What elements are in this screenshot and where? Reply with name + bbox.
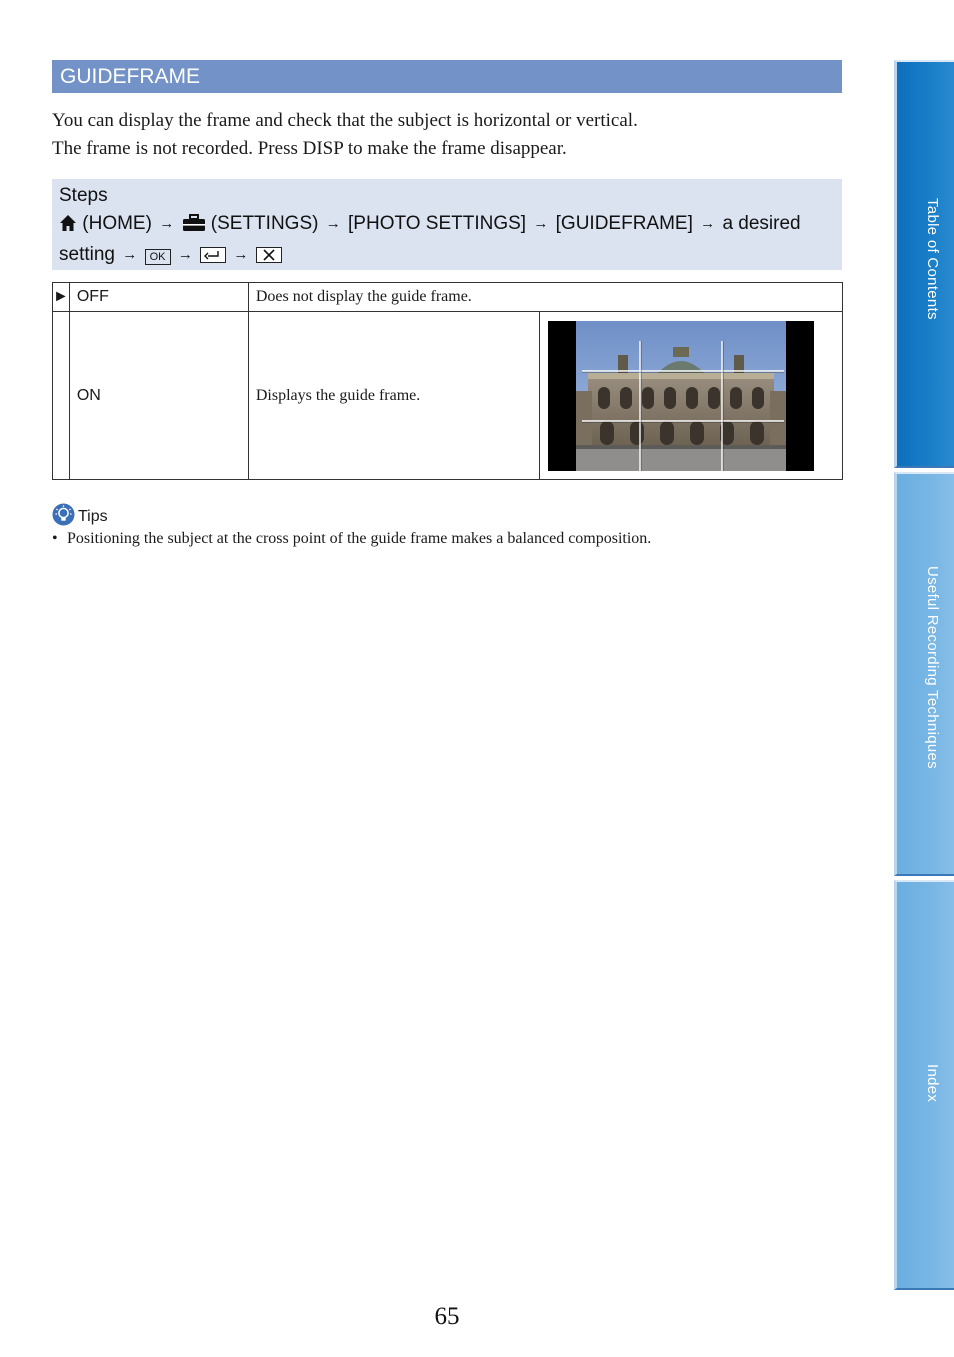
steps-arrow: → [325,215,341,232]
tab-label: Table of Contents [924,198,941,320]
steps-arrow: → [233,246,249,263]
steps-arrow: → [122,246,138,263]
default-marker [53,312,70,480]
tips-heading [52,503,108,531]
settings-table [52,282,843,480]
bullet-mark: • [52,530,58,547]
steps-guideframe: [GUIDEFRAME] [555,213,693,234]
option-description: Displays the guide frame. [248,312,539,480]
steps-desired-2: setting [59,244,115,265]
option-name: ON [69,312,248,480]
steps-home-label: (HOME) [82,213,152,234]
option-description: Does not display the guide frame. [248,283,842,312]
tip-text: Positioning the subject at the cross point of the guide frame makes a balanced composition. [67,530,652,547]
tips-list [52,528,651,550]
table-row [53,283,843,312]
intro-text [52,107,842,163]
tab-label: Index [924,1064,941,1103]
steps-line-2 [59,241,835,272]
tips-label: Tips [78,508,108,525]
home-icon [59,213,77,241]
table-row [53,312,843,480]
steps-arrow: → [177,246,193,263]
intro-line-1: You can display the frame and check that the subject is horizontal or vertical. [52,110,638,131]
steps-arrow: → [700,215,716,232]
steps-line-1 [59,210,835,241]
tab-table-of-contents[interactable] [894,60,954,468]
option-name: OFF [69,283,248,312]
steps-arrow: → [533,215,549,232]
list-item [52,528,651,550]
default-marker: ► [53,283,70,312]
return-icon [200,244,226,272]
page-number: 65 [434,1303,460,1330]
guideframe-preview-image [548,321,814,471]
ok-icon: OK [145,249,171,265]
steps-heading: Steps [59,185,108,206]
steps-arrow: → [159,215,175,232]
close-icon [256,244,282,272]
steps-photo-settings: [PHOTO SETTINGS] [348,213,527,234]
intro-line-2: The frame is not recorded. Press DISP to make the frame disappear. [52,138,567,159]
tab-useful-recording-techniques[interactable] [894,472,954,876]
steps-desired-1: a desired [722,213,801,234]
section-title: GUIDEFRAME [52,60,842,93]
tab-label: Useful Recording Techniques [924,566,941,769]
toolbox-icon [182,213,206,241]
tab-index[interactable] [894,880,954,1290]
preview-cell [539,312,842,480]
lightbulb-icon [52,503,75,531]
steps-box [52,179,842,270]
steps-settings-label: (SETTINGS) [210,213,319,234]
